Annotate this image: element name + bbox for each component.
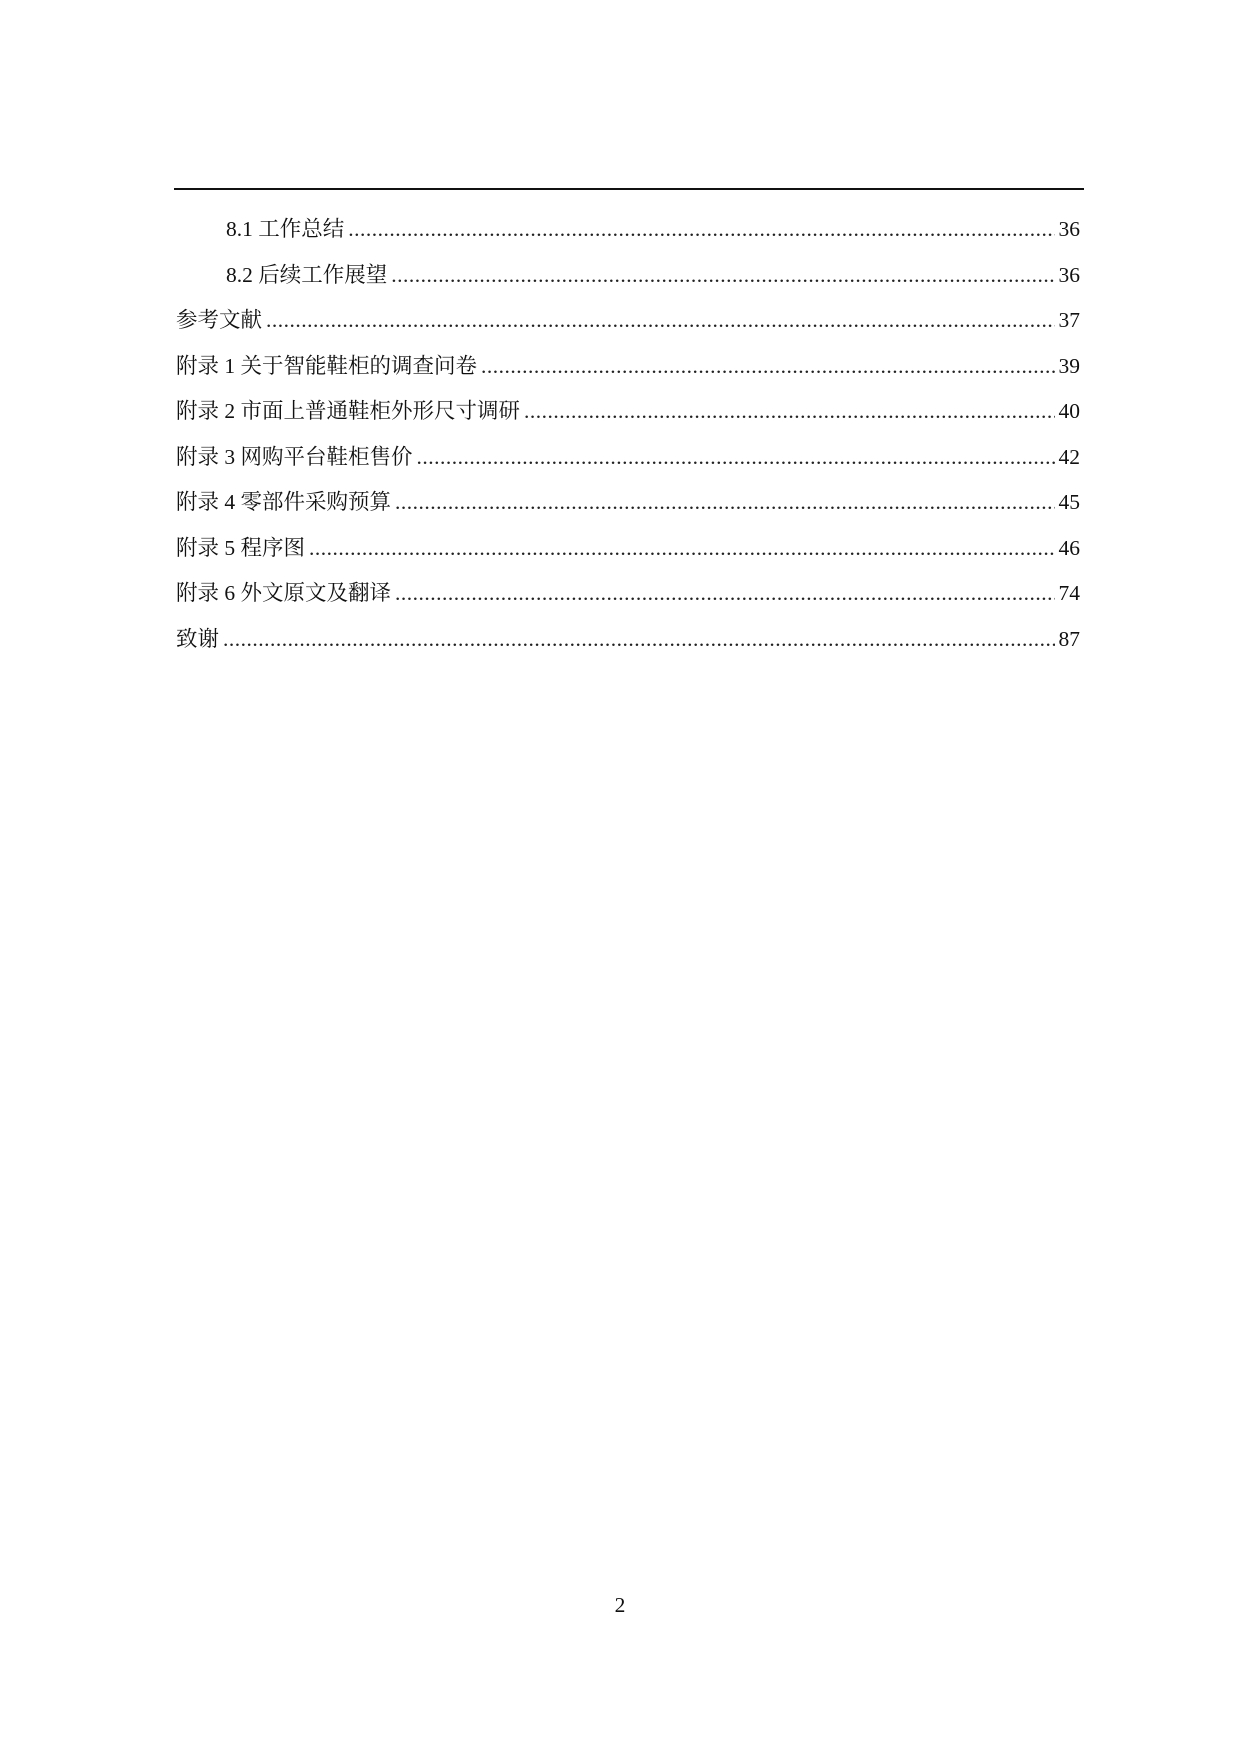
toc-entry-label: 附录 3 网购平台鞋柜售价 (176, 444, 413, 469)
toc-leader-dots (417, 442, 1055, 472)
toc-entry-appendix-1[interactable] (176, 351, 1080, 397)
toc-entry-acknowledgements[interactable] (176, 624, 1080, 670)
toc-entry-appendix-5[interactable] (176, 533, 1080, 579)
header-rule (174, 188, 1084, 190)
toc-entry-8-2[interactable] (176, 260, 1080, 306)
toc-entry-label: 附录 5 程序图 (176, 535, 306, 560)
toc-entry-appendix-2[interactable] (176, 396, 1080, 442)
toc-entry-page: 87 (1058, 626, 1080, 651)
toc-entry-label: 致谢 (176, 626, 220, 651)
toc-entry-8-1[interactable] (176, 214, 1080, 260)
toc-leader-dots (348, 214, 1054, 244)
toc-leader-dots (395, 487, 1054, 517)
toc-entry-label: 附录 1 关于智能鞋柜的调查问卷 (176, 353, 478, 378)
toc-leader-dots (309, 533, 1054, 563)
toc-leader-dots (395, 578, 1054, 608)
toc-entry-page: 40 (1058, 399, 1080, 423)
toc-leader-dots (266, 305, 1054, 335)
toc-entry-page: 45 (1058, 490, 1080, 514)
toc-entry-page: 36 (1058, 262, 1080, 287)
toc-entry-label: 8.1 工作总结 (226, 217, 345, 241)
toc-entry-page: 46 (1058, 535, 1080, 560)
toc-leader-dots (223, 624, 1054, 654)
toc-entry-label: 附录 2 市面上普通鞋柜外形尺寸调研 (176, 399, 521, 423)
toc-leader-dots (391, 260, 1054, 290)
toc-entry-page: 39 (1058, 353, 1080, 378)
toc-entry-page: 74 (1058, 581, 1080, 605)
toc-entry-appendix-6[interactable] (176, 578, 1080, 624)
toc-entry-label: 8.2 后续工作展望 (226, 262, 388, 287)
toc-entry-appendix-4[interactable] (176, 487, 1080, 533)
toc-entry-page: 42 (1058, 444, 1080, 469)
toc-leader-dots (481, 351, 1054, 381)
toc-entry-label: 附录 4 零部件采购预算 (176, 490, 392, 514)
toc-entry-page: 37 (1058, 308, 1080, 332)
page-number: 2 (614, 1593, 626, 1617)
table-of-contents (176, 214, 1080, 669)
toc-entry-references[interactable] (176, 305, 1080, 351)
toc-entry-page: 36 (1058, 217, 1080, 241)
toc-entry-appendix-3[interactable] (176, 442, 1080, 488)
toc-entry-label: 参考文献 (176, 308, 263, 332)
toc-leader-dots (524, 396, 1054, 426)
toc-entry-label: 附录 6 外文原文及翻译 (176, 581, 392, 605)
